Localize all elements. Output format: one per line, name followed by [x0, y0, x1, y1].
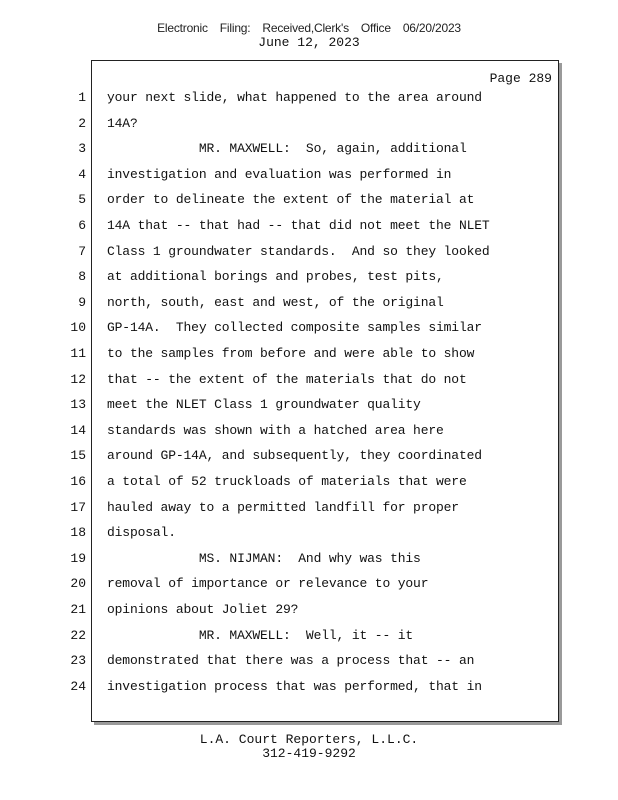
line-number: 2 [78, 116, 86, 131]
filing-stamp-word: Electronic [157, 21, 208, 35]
transcript-line: standards was shown with a hatched area here [107, 423, 444, 438]
transcript-line: north, south, east and west, of the original [107, 295, 444, 310]
transcript-line: order to delineate the extent of the material at [107, 192, 475, 207]
line-number: 12 [70, 372, 86, 387]
line-number: 15 [70, 448, 86, 463]
line-number: 24 [70, 679, 86, 694]
transcript-line: opinions about Joliet 29? [107, 602, 299, 617]
line-number: 11 [70, 346, 86, 361]
transcript-line: that -- the extent of the materials that do not [107, 372, 467, 387]
line-number: 9 [78, 295, 86, 310]
transcript-line: your next slide, what happened to the area around [107, 90, 482, 105]
transcript-line: to the samples from before and were able to show [107, 346, 475, 361]
line-number: 13 [70, 397, 86, 412]
line-number: 14 [70, 423, 86, 438]
filing-stamp-word: Filing: [219, 21, 251, 35]
line-number: 8 [78, 269, 86, 284]
filing-stamp-word: Office [360, 21, 391, 35]
transcript-line: MR. MAXWELL: So, again, additional [107, 141, 467, 156]
line-number: 23 [70, 653, 86, 668]
transcript-line: investigation and evaluation was performed in [107, 167, 452, 182]
line-number: 19 [70, 551, 86, 566]
transcript-line: hauled away to a permitted landfill for proper [107, 500, 459, 515]
transcript-line: MS. NIJMAN: And why was this [107, 551, 421, 566]
transcript-line: demonstrated that there was a process that -- an [107, 653, 475, 668]
transcript-line: investigation process that was performed, that in [107, 679, 482, 694]
line-number: 6 [78, 218, 86, 233]
line-number: 17 [70, 500, 86, 515]
court-reporter-phone: 312-419-9292 [262, 746, 356, 761]
transcript-line: 14A? [107, 116, 138, 131]
filing-stamp [0, 20, 618, 36]
line-number: 22 [70, 628, 86, 643]
transcript-line: MR. MAXWELL: Well, it -- it [107, 628, 414, 643]
line-number: 3 [78, 141, 86, 156]
page-header [0, 20, 618, 50]
transcript-line: around GP-14A, and subsequently, they coordinated [107, 448, 482, 463]
transcript-line: at additional borings and probes, test pits, [107, 269, 444, 284]
hearing-date: June 12, 2023 [258, 35, 360, 50]
transcript-line: meet the NLET Class 1 groundwater quality [107, 397, 421, 412]
transcript-line: a total of 52 truckloads of materials that were [107, 474, 467, 489]
filing-stamp-word: Received,Clerk's [262, 21, 349, 35]
transcript-line: removal of importance or relevance to your [107, 576, 429, 591]
line-number: 20 [70, 576, 86, 591]
line-number: 18 [70, 525, 86, 540]
transcript-line: Class 1 groundwater standards. And so they looked [107, 244, 490, 259]
line-number: 10 [70, 320, 86, 335]
transcript-line: GP-14A. They collected composite samples similar [107, 320, 482, 335]
line-number: 4 [78, 167, 86, 182]
court-reporter-name: L.A. Court Reporters, L.L.C. [199, 732, 419, 747]
line-number: 16 [70, 474, 86, 489]
page-number: Page 289 [489, 71, 552, 86]
line-number: 7 [78, 244, 86, 259]
transcript-page-frame [91, 60, 559, 722]
line-number: 1 [78, 90, 86, 105]
page-footer [0, 733, 618, 761]
filing-stamp-word: 06/20/2023 [402, 21, 461, 35]
line-number: 5 [78, 192, 86, 207]
transcript-line: disposal. [107, 525, 176, 540]
transcript-line: 14A that -- that had -- that did not meet the NLET [107, 218, 490, 233]
line-number: 21 [70, 602, 86, 617]
